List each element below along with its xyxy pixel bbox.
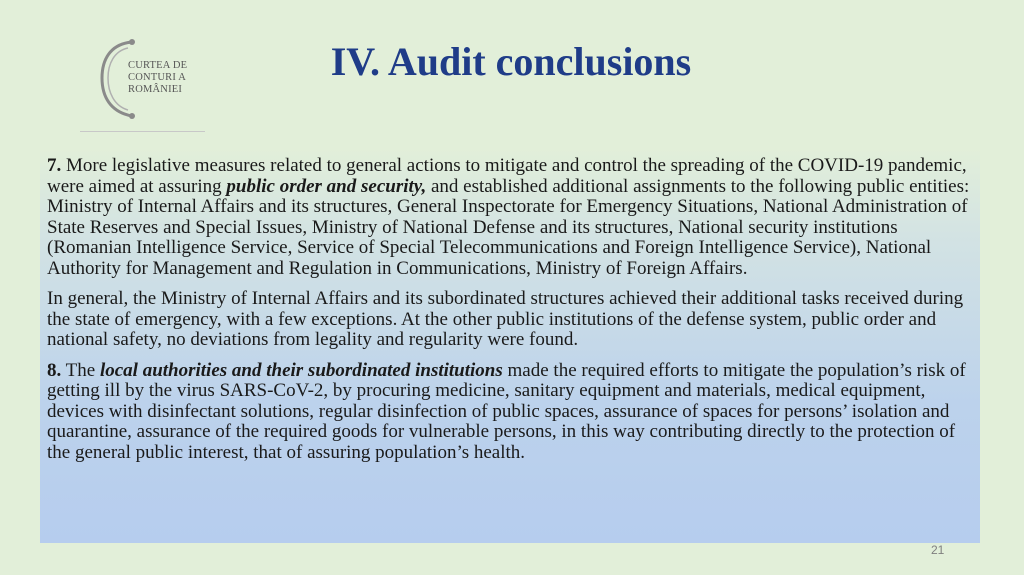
paragraph-general: In general, the Ministry of Internal Affairs and its subordinated structures achieved their additional tasks received during the state of emergency, with a few exceptions. At the other public institutions of the defense system, public order and national safety, no deviations from legality and regularity were found. [47, 288, 964, 350]
paragraph-7 [47, 156, 975, 279]
paragraph-8-text-a: The [61, 359, 100, 381]
paragraph-8-emphasis: local authorities and their subordinated institutions [99, 359, 503, 381]
slide-title [0, 38, 1024, 85]
slide-body [47, 156, 975, 473]
logo-line-3: ROMÂNIEI [128, 84, 183, 95]
logo-line-1: CURTEA DE [128, 60, 188, 71]
paragraph-7-text-b: and established additional assignments to the following public entities: Ministry of Internal Affairs and its structures, General Inspectorate for Emergency Situations, National Administration of State Reserves and Special Issues, Ministry of National Defense and its structures, National security institutions (Romanian Intelligence Service, Service of Special Telecommunications and Foreign Intelligence Service), National Authority for Management and Regulation in Communications, Ministry of Foreign Affairs. [47, 175, 970, 279]
paragraph-7-text-a: More legislative measures related to general actions to mitigate and control the spreading of the COVID-19 pandemic, were aimed at assuring [47, 155, 967, 197]
logo-line-2: CONTURI A [128, 72, 187, 83]
paragraph-8-number: 8. [47, 359, 62, 381]
slide-title-text: IV. Audit conclusions [330, 39, 692, 84]
paragraph-8 [47, 361, 975, 464]
logo-divider [80, 131, 205, 132]
paragraph-7-number: 7. [47, 155, 62, 176]
page-number: 21 [931, 543, 945, 557]
paragraph-8-text-b: made the required efforts to mitigate the population’s risk of getting ill by the virus SARS-CoV-2, by procuring medicine, sanitary equipment and materials, medical equipment, devices with disinfectant solutions, regular disinfection of public spaces, assurance of spaces for persons’ isolation and quarantine, assurance of the required goods for vulnerable persons, in this way contributing directly to the protection of the general public interest, that of assuring population’s health. [47, 359, 966, 463]
paragraph-7-emphasis: public order and security, [226, 175, 427, 197]
